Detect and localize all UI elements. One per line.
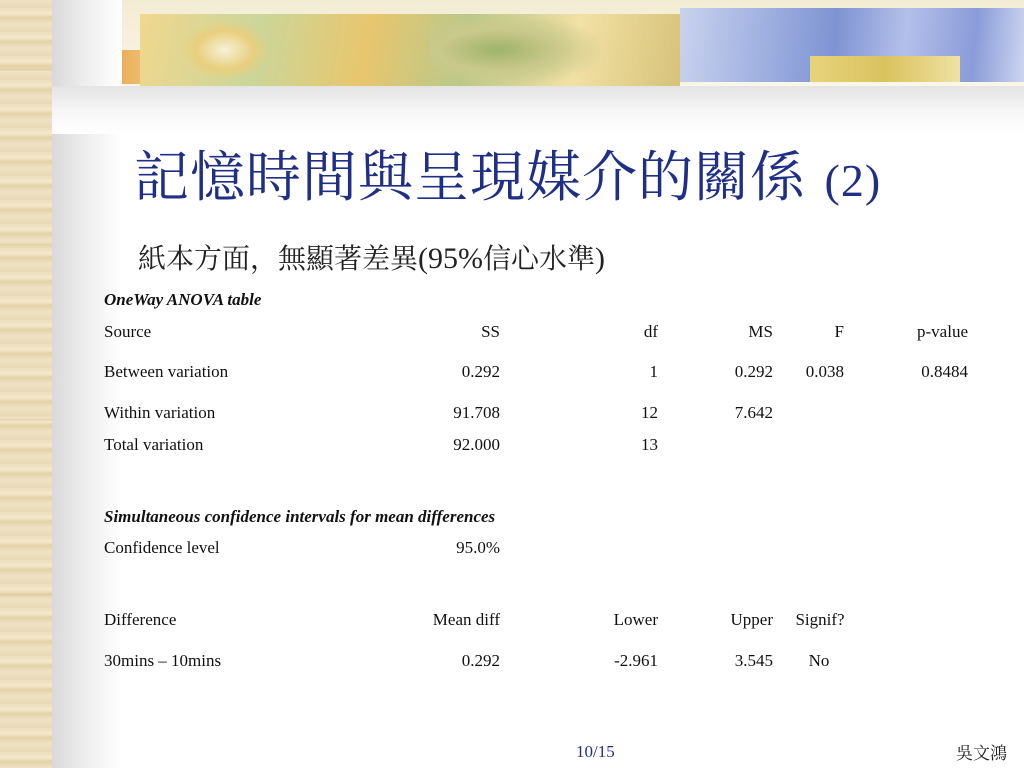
- row-source: Within variation: [104, 403, 216, 422]
- row-signif: No: [808, 651, 830, 670]
- row-p-value: 0.8484: [921, 362, 968, 381]
- row-ss: 91.708: [453, 403, 500, 422]
- row-ss: 0.292: [461, 362, 500, 381]
- row-source: Between variation: [104, 362, 229, 381]
- row-mean-diff: 0.292: [461, 651, 500, 670]
- page-number: 10/15: [576, 742, 615, 761]
- col-source: Source: [104, 322, 152, 341]
- row-ms: 7.642: [734, 403, 773, 422]
- row-df: 1: [649, 362, 658, 381]
- banner-tile-blue: [680, 8, 1024, 82]
- row-ms: 0.292: [734, 362, 773, 381]
- left-texture-strip: [0, 0, 52, 768]
- row-upper: 3.545: [734, 651, 773, 670]
- subtitle-text-2: 信心水準: [483, 242, 596, 275]
- subtitle-percent: (95%: [418, 242, 483, 275]
- col-lower: Lower: [613, 610, 658, 629]
- col-mean-diff: Mean diff: [432, 610, 500, 629]
- col-difference: Difference: [104, 610, 177, 629]
- row-source: Total variation: [104, 435, 204, 454]
- row-lower: -2.961: [614, 651, 658, 670]
- row-ss: 92.000: [453, 435, 500, 454]
- confidence-level-value: 95.0%: [456, 538, 500, 557]
- slide-title-text: 記憶時間與呈現媒介的關係: [134, 145, 807, 209]
- col-signif: Signif?: [795, 610, 845, 629]
- col-ms: MS: [748, 322, 773, 341]
- subtitle-close: ): [595, 242, 606, 275]
- row-f: 0.038: [805, 362, 844, 381]
- slide-subtitle: [138, 239, 605, 278]
- col-f: F: [834, 322, 844, 341]
- row-difference: 30mins – 10mins: [104, 651, 222, 670]
- col-ss: SS: [481, 322, 500, 341]
- top-shadow: [52, 86, 1024, 134]
- banner-tile-leaves: [140, 14, 680, 86]
- slide-title-suffix: (2): [824, 155, 882, 206]
- row-df: 13: [641, 435, 658, 454]
- slide-title: [134, 144, 881, 210]
- row-df: 12: [641, 403, 658, 422]
- confidence-level-label: Confidence level: [104, 538, 220, 557]
- col-df: df: [643, 322, 658, 341]
- ci-heading: Simultaneous confidence intervals for mean differences: [104, 507, 496, 526]
- col-upper: Upper: [730, 610, 773, 629]
- subtitle-text: 紙本方面，無顯著差異: [138, 242, 419, 275]
- anova-heading: OneWay ANOVA table: [104, 290, 262, 309]
- author-name: 吳文鴻: [956, 744, 1007, 764]
- col-p-value: p-value: [917, 322, 968, 341]
